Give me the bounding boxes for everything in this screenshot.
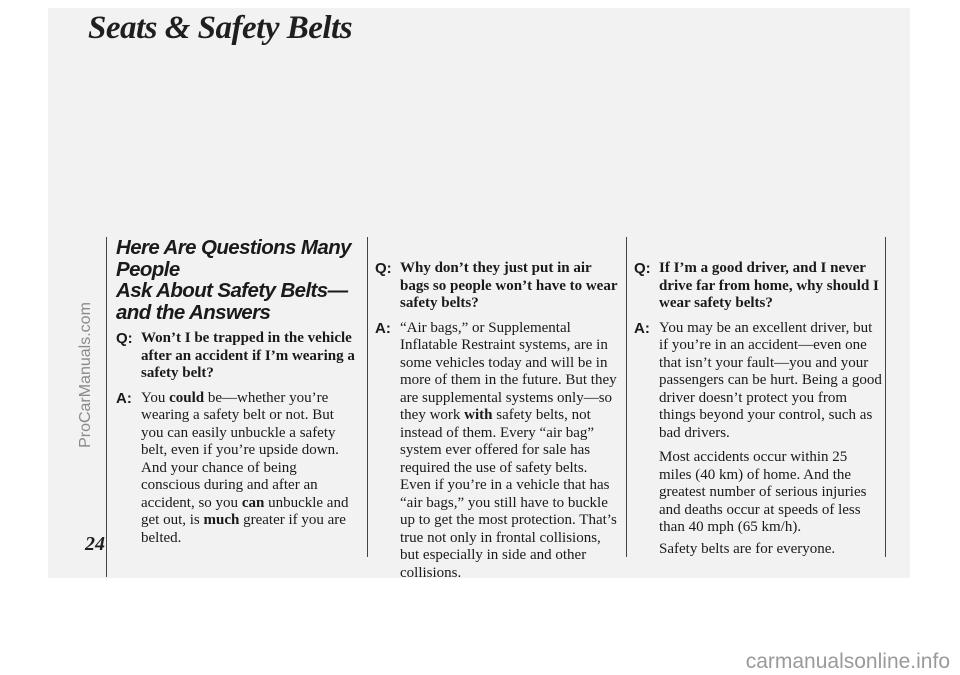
question-text: If I’m a good driver, and I never drive far from home, why should I wear safety belts? bbox=[659, 260, 879, 311]
section-heading bbox=[116, 237, 356, 323]
question-label: Q: bbox=[116, 330, 133, 347]
answer-text: unbuckle and get out, is bbox=[141, 494, 349, 528]
answer-2 bbox=[375, 320, 620, 583]
answer-label: A: bbox=[116, 389, 132, 407]
question-text: Won’t I be trapped in the vehicle after an accident if I’m wearing a safety belt? bbox=[141, 330, 355, 381]
question-label: Q: bbox=[634, 260, 651, 277]
page-title: Seats & Safety Belts bbox=[88, 10, 353, 46]
left-margin-rule bbox=[106, 237, 107, 577]
column-3 bbox=[634, 260, 882, 562]
left-watermark-text: ProCarManuals.com bbox=[77, 302, 94, 448]
question-2 bbox=[375, 260, 620, 313]
heading-line: Ask About Safety Belts— bbox=[116, 279, 348, 302]
answer-emphasis: with bbox=[464, 407, 493, 423]
page-number: 24 bbox=[85, 533, 105, 555]
answer-3 bbox=[634, 320, 882, 443]
column-2 bbox=[375, 260, 620, 589]
answer-text: You may be an excellent driver, but if you’re in an accident—even one that isn’t your fault—you and your passengers can be hurt. Being a good driver doesn’t protect you from things beyond your control, such as bad drivers. bbox=[659, 319, 882, 441]
answer-text: be—whether you’re wearing a safety belt or not. But you can easily unbuckle a safety belt, even if you’re upside down. And your chance of being conscious during and after an accident, so you bbox=[141, 389, 339, 511]
answer-text: greater if you are belted. bbox=[141, 512, 346, 546]
question-3 bbox=[634, 260, 882, 313]
column-1 bbox=[116, 237, 356, 554]
answer-1 bbox=[116, 390, 356, 548]
question-1 bbox=[116, 330, 356, 383]
answer-emphasis: much bbox=[203, 512, 240, 528]
column-divider-3 bbox=[885, 237, 886, 557]
answer-emphasis: can bbox=[241, 494, 265, 511]
answer-emphasis: could bbox=[169, 389, 205, 406]
heading-line: Here Are Questions Many People bbox=[116, 236, 351, 281]
answer-text: You bbox=[141, 389, 170, 406]
body-paragraph: Most accidents occur within 25 miles (40 km) of home. And the greatest number of serious injuries and deaths occur at speeds of less than 40 mph (65 km/h). bbox=[659, 449, 867, 535]
heading-line: and the Answers bbox=[116, 300, 271, 324]
column-divider-1 bbox=[367, 237, 368, 557]
answer-text: safety belts, not instead of them. Every “air bag” system ever offered for sale has required the use of safety belts. Even if you’re in a vehicle that has “air bags,” you still have to buckle up to get the most protection. That’s true not only in frontal collisions, but especially in side and other collisions. bbox=[400, 407, 617, 581]
question-label: Q: bbox=[375, 260, 392, 277]
answer-label: A: bbox=[634, 319, 650, 337]
answer-label: A: bbox=[375, 319, 391, 337]
bottom-watermark: carmanualsonline.info bbox=[745, 650, 950, 673]
question-text: Why don’t they just put in air bags so people won’t have to wear safety belts? bbox=[400, 260, 618, 311]
body-paragraph: Safety belts are for everyone. bbox=[659, 540, 836, 557]
answer-text: “Air bags,” or Supplemental Inflatable Restraint systems, are in some vehicles today and will be in more of them in the future. But they are supplemental systems only—so they work bbox=[400, 319, 617, 423]
column-divider-2 bbox=[626, 237, 627, 557]
